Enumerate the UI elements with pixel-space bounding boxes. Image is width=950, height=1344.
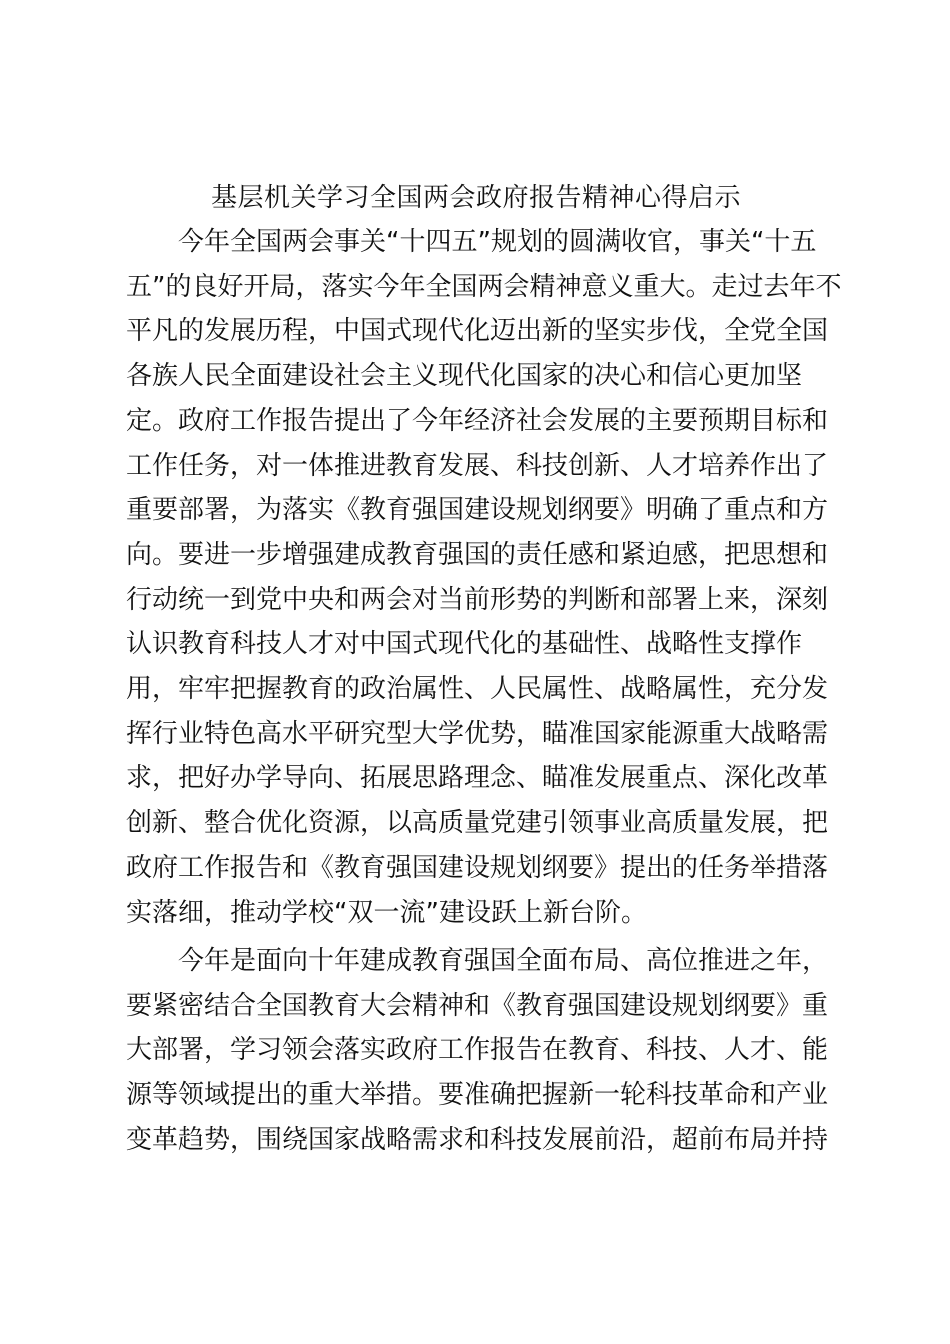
text-line: 挥行业特色高水平研究型大学优势，瞄准国家能源重大战略需 [126,718,829,749]
text-line: 实落细，推动学校“双一流”建设跃上新台阶。 [126,897,647,928]
text-line: 用，牢牢把握教育的政治属性、人民属性、战略属性，充分发 [126,674,829,704]
document-title: 基层机关学习全国两会政府报告精神心得启示 [210,183,741,213]
text-line: 创新、整合优化资源，以高质量党建引领事业高质量发展，把 [126,808,829,839]
text-line: 工作任务，对一体推进教育发展、科技创新、人才培养作出了 [126,450,829,481]
text-line: 重要部署，为落实《教育强国建设规划纲要》明确了重点和方 [126,495,829,526]
text-line: 求，把好办学导向、拓展思路理念、瞄准发展重点、深化改革 [126,763,829,794]
text-line: 五”的良好开局，落实今年全国两会精神意义重大。走过去年不 [126,271,842,302]
text-line: 认识教育科技人才对中国式现代化的基础性、战略性支撑作 [126,629,803,660]
text-line: 行动统一到党中央和两会对当前形势的判断和部署上来，深刻 [126,584,829,615]
text-line: 要紧密结合全国教育大会精神和《教育强国建设规划纲要》重 [126,990,829,1021]
text-line: 向。要进一步增强建成教育强国的责任感和紧迫感，把思想和 [126,539,829,570]
text-line: 今年全国两会事关“十四五”规划的圆满收官，事关“十五 [178,227,817,257]
text-line: 各族人民全面建设社会主义现代化国家的决心和信心更加坚 [126,361,803,392]
text-line: 变革趋势，围绕国家战略需求和科技发展前沿，超前布局并持 [126,1124,829,1155]
text-line: 源等领域提出的重大举措。要准确把握新一轮科技革命和产业 [126,1080,829,1111]
text-line: 平凡的发展历程，中国式现代化迈出新的坚实步伐，全党全国 [126,316,829,347]
text-line: 今年是面向十年建成教育强国全面布局、高位推进之年， [178,946,829,976]
text-line: 定。政府工作报告提出了今年经济社会发展的主要预期目标和 [126,405,829,436]
text-line: 政府工作报告和《教育强国建设规划纲要》提出的任务举措落 [126,852,829,883]
text-line: 大部署，学习领会落实政府工作报告在教育、科技、人才、能 [126,1035,829,1066]
